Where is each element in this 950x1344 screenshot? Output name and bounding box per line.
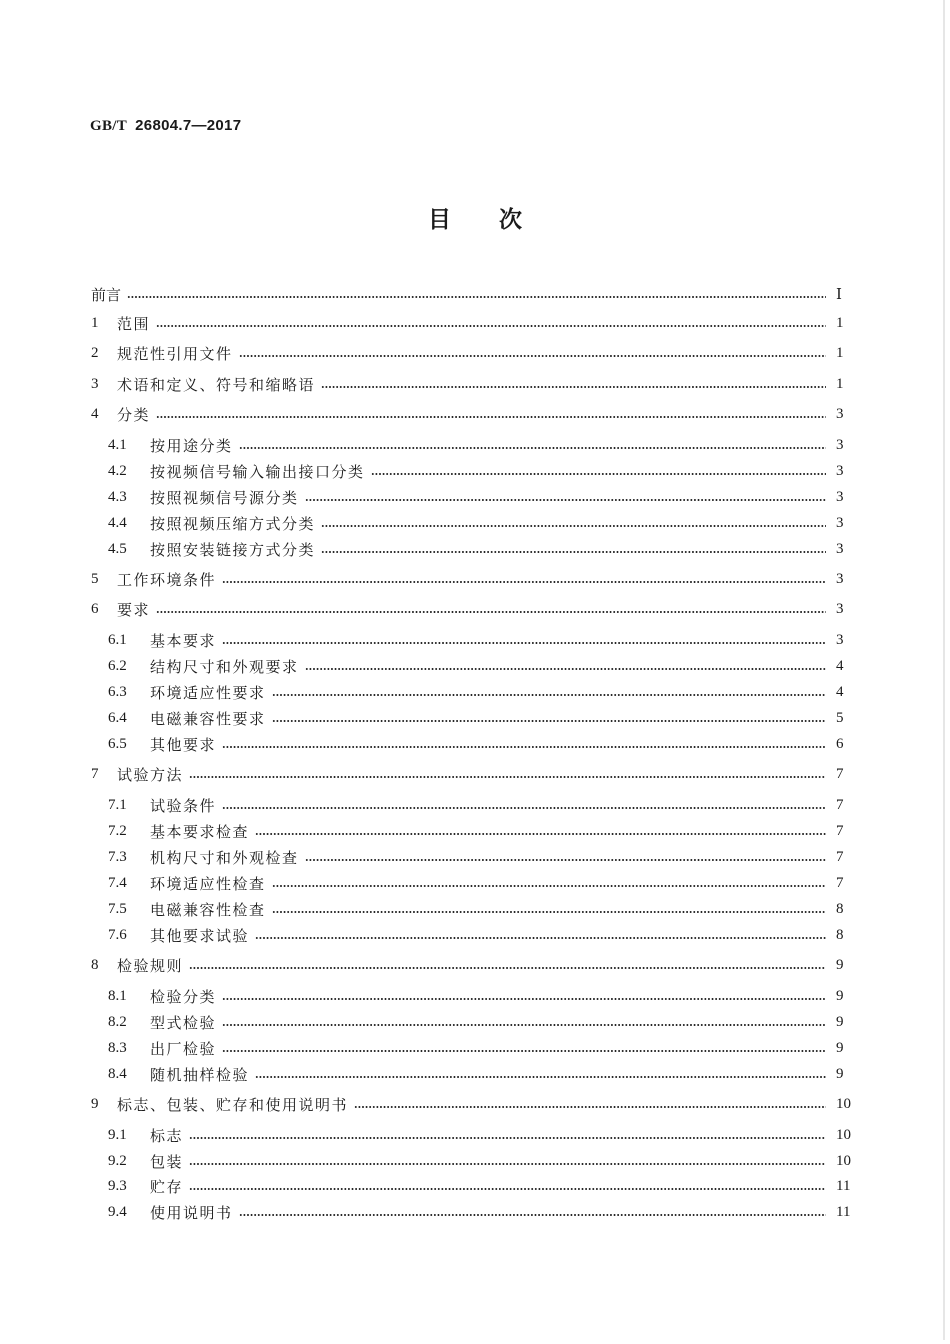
toc-entry-number: 4 (91, 405, 99, 422)
toc-entry[interactable] (0, 763, 950, 785)
toc-entry-page-number: 3 (836, 600, 844, 617)
toc-entry-label: 型式检验 (150, 1013, 217, 1032)
toc-entry-label: 电磁兼容性要求 (150, 709, 266, 728)
dot-leader (222, 1011, 826, 1033)
dot-leader (321, 373, 826, 395)
standard-code (90, 117, 241, 135)
toc-entry-label: 按照视频压缩方式分类 (150, 514, 316, 533)
toc-entry[interactable] (0, 681, 950, 703)
dot-leader (272, 898, 826, 920)
toc-entry-number: 8 (91, 956, 99, 973)
toc-entry-number: 9.4 (108, 1203, 127, 1220)
toc-entry[interactable] (0, 538, 950, 560)
toc-entry-number: 4.5 (108, 540, 127, 557)
page-title (0, 201, 950, 234)
toc-entry-page-number: 3 (836, 570, 844, 587)
toc-entry-page-number: 9 (836, 956, 844, 973)
toc-entry-label: 环境适应性检查 (150, 874, 266, 893)
toc-entry-page-number: 11 (836, 1177, 851, 1194)
toc-entry-number: 5 (91, 570, 99, 587)
dot-leader (305, 846, 826, 868)
toc-entry-number: 1 (91, 314, 99, 331)
toc-entry-number: 7.4 (108, 874, 127, 891)
toc-entry-page-number: 3 (836, 405, 844, 422)
toc-entry-page-number: 3 (836, 462, 844, 479)
toc-entry-label: 结构尺寸和外观要求 (150, 657, 299, 676)
toc-entry[interactable] (0, 733, 950, 755)
toc-entry-page-number: 9 (836, 1065, 844, 1082)
toc-entry-page-number: Ⅰ (836, 286, 842, 303)
dot-leader (255, 820, 826, 842)
toc-entry-number: 2 (91, 344, 99, 361)
toc-entry-label: 要求 (117, 600, 151, 619)
toc-entry-number: 4.2 (108, 462, 127, 479)
dot-leader (189, 763, 826, 785)
toc-entry-label: 按照安装链接方式分类 (150, 540, 316, 559)
toc-entry-number: 9 (91, 1095, 99, 1112)
toc-entry[interactable] (0, 568, 950, 590)
dot-leader (156, 598, 826, 620)
toc-entry-number: 6.4 (108, 709, 127, 726)
toc-entry[interactable] (0, 954, 950, 976)
toc-entry[interactable] (0, 820, 950, 842)
toc-entry-label: 基本要求 (150, 631, 217, 650)
dot-leader (127, 283, 826, 305)
toc-entry-label: 出厂检验 (150, 1039, 217, 1058)
toc-entry-label: 检验规则 (117, 956, 184, 975)
toc-entry-label: 工作环境条件 (117, 570, 217, 589)
toc-entry-number: 7.1 (108, 796, 127, 813)
dot-leader (222, 985, 826, 1007)
dot-leader (321, 538, 826, 560)
dot-leader (222, 733, 826, 755)
toc-entry-label: 环境适应性要求 (150, 683, 266, 702)
toc-entry[interactable] (0, 1175, 950, 1197)
dot-leader (371, 460, 826, 482)
toc-entry[interactable] (0, 846, 950, 868)
dot-leader (222, 794, 826, 816)
toc-entry[interactable] (0, 898, 950, 920)
toc-entry-page-number: 10 (836, 1126, 851, 1143)
toc-entry-label: 使用说明书 (150, 1203, 233, 1222)
toc-entry-number: 8.4 (108, 1065, 127, 1082)
toc-entry-page-number: 9 (836, 987, 844, 1004)
dot-leader (189, 1175, 826, 1197)
standard-prefix: GB/T (90, 118, 128, 134)
dot-leader (239, 342, 826, 364)
toc-entry-page-number: 7 (836, 874, 844, 891)
toc-entry-page-number: 6 (836, 735, 844, 752)
toc-entry-page-number: 5 (836, 709, 844, 726)
toc-entry-number: 3 (91, 375, 99, 392)
dot-leader (222, 568, 826, 590)
title-char-2: 次 (499, 207, 522, 233)
toc-entry-page-number: 7 (836, 765, 844, 782)
toc-entry-page-number: 11 (836, 1203, 851, 1220)
dot-leader (239, 1201, 826, 1223)
toc-entry-page-number: 4 (836, 683, 844, 700)
toc-entry-number: 6.3 (108, 683, 127, 700)
toc-entry[interactable] (0, 373, 950, 395)
toc-entry-number: 7.3 (108, 848, 127, 865)
toc-entry[interactable] (0, 924, 950, 946)
toc-entry-number: 9.3 (108, 1177, 127, 1194)
toc-entry-label: 标志 (150, 1126, 184, 1145)
toc-entry-label: 范围 (117, 314, 151, 333)
toc-entry[interactable] (0, 486, 950, 508)
toc-entry-page-number: 3 (836, 514, 844, 531)
dot-leader (354, 1093, 826, 1115)
toc-entry-number: 6.2 (108, 657, 127, 674)
dot-leader (189, 1124, 826, 1146)
toc-entry-number: 7.5 (108, 900, 127, 917)
toc-entry-page-number: 8 (836, 900, 844, 917)
toc-entry[interactable] (0, 1037, 950, 1059)
toc-entry-label: 基本要求检查 (150, 822, 250, 841)
toc-entry[interactable] (0, 460, 950, 482)
toc-entry-number: 4.3 (108, 488, 127, 505)
toc-entry[interactable] (0, 342, 950, 364)
toc-entry[interactable] (0, 872, 950, 894)
toc-entry[interactable] (0, 1063, 950, 1085)
toc-entry-page-number: 10 (836, 1095, 851, 1112)
toc-entry[interactable] (0, 655, 950, 677)
toc-entry-page-number: 10 (836, 1152, 851, 1169)
toc-entry-number: 4.1 (108, 436, 127, 453)
toc-entry-number: 7 (91, 765, 99, 782)
toc-entry-label: 按用途分类 (150, 436, 233, 455)
toc-entry-label: 机构尺寸和外观检查 (150, 848, 299, 867)
dot-leader (321, 512, 826, 534)
toc-entry[interactable] (0, 403, 950, 425)
toc-entry-page-number: 3 (836, 631, 844, 648)
dot-leader (272, 707, 826, 729)
toc-entry[interactable] (0, 1011, 950, 1033)
toc-entry-page-number: 8 (836, 926, 844, 943)
toc-entry[interactable] (0, 985, 950, 1007)
toc-entry[interactable] (0, 1201, 950, 1223)
toc-entry-number: 4.4 (108, 514, 127, 531)
toc-entry-label: 规范性引用文件 (117, 344, 233, 363)
toc-entry-page-number: 7 (836, 796, 844, 813)
dot-leader (255, 924, 826, 946)
toc-entry-label: 试验条件 (150, 796, 217, 815)
toc-entry[interactable] (0, 434, 950, 456)
dot-leader (239, 434, 826, 456)
toc-entry-page-number: 1 (836, 314, 844, 331)
toc-entry-label: 其他要求试验 (150, 926, 250, 945)
toc-entry-label: 检验分类 (150, 987, 217, 1006)
toc-entry[interactable] (0, 1124, 950, 1146)
toc-entry-page-number: 1 (836, 375, 844, 392)
toc-entry-number: 9.1 (108, 1126, 127, 1143)
toc-entry-number: 9.2 (108, 1152, 127, 1169)
dot-leader (156, 312, 826, 334)
toc-entry[interactable] (0, 1093, 950, 1115)
toc-entry-label: 分类 (117, 405, 151, 424)
toc-entry-label: 贮存 (150, 1177, 184, 1196)
toc-entry[interactable] (0, 283, 950, 305)
toc-entry-number: 7.2 (108, 822, 127, 839)
dot-leader (305, 486, 826, 508)
toc-entry-page-number: 7 (836, 822, 844, 839)
dot-leader (305, 655, 826, 677)
toc-entry-number: 6.1 (108, 631, 127, 648)
toc-entry-page-number: 3 (836, 540, 844, 557)
toc-entry-page-number: 4 (836, 657, 844, 674)
toc-entry-page-number: 9 (836, 1013, 844, 1030)
toc-entry[interactable] (0, 794, 950, 816)
toc-entry-number: 6 (91, 600, 99, 617)
dot-leader (156, 403, 826, 425)
toc-entry[interactable] (0, 707, 950, 729)
toc-entry-label: 按视频信号输入输出接口分类 (150, 462, 365, 481)
toc-entry-label: 试验方法 (117, 765, 184, 784)
toc-entry-number: 7.6 (108, 926, 127, 943)
toc-entry-number: 8.1 (108, 987, 127, 1004)
toc-entry[interactable] (0, 598, 950, 620)
toc-entry-label: 随机抽样检验 (150, 1065, 250, 1084)
dot-leader (189, 1150, 826, 1172)
toc-entry-number: 8.2 (108, 1013, 127, 1030)
dot-leader (222, 1037, 826, 1059)
toc-entry-label: 按照视频信号源分类 (150, 488, 299, 507)
toc-entry-page-number: 9 (836, 1039, 844, 1056)
dot-leader (272, 681, 826, 703)
toc-entry-number: 6.5 (108, 735, 127, 752)
toc-entry-label: 电磁兼容性检查 (150, 900, 266, 919)
standard-number: 26804.7—2017 (135, 117, 242, 134)
toc-entry-page-number: 3 (836, 488, 844, 505)
toc-entry-page-number: 7 (836, 848, 844, 865)
title-char-1: 目 (428, 207, 451, 233)
toc-entry-label: 标志、包装、贮存和使用说明书 (117, 1095, 349, 1114)
toc-entry[interactable] (0, 629, 950, 651)
toc-entry-label: 术语和定义、符号和缩略语 (117, 375, 316, 394)
dot-leader (272, 872, 826, 894)
toc-entry[interactable] (0, 512, 950, 534)
dot-leader (222, 629, 826, 651)
toc-entry-page-number: 1 (836, 344, 844, 361)
toc-entry-page-number: 3 (836, 436, 844, 453)
toc-entry-label: 前言 (91, 285, 122, 304)
toc-entry[interactable] (0, 312, 950, 334)
toc-entry-label: 其他要求 (150, 735, 217, 754)
dot-leader (189, 954, 826, 976)
toc-entry-number: 8.3 (108, 1039, 127, 1056)
toc-entry[interactable] (0, 1150, 950, 1172)
toc-entry-label: 包装 (150, 1152, 184, 1171)
dot-leader (255, 1063, 826, 1085)
